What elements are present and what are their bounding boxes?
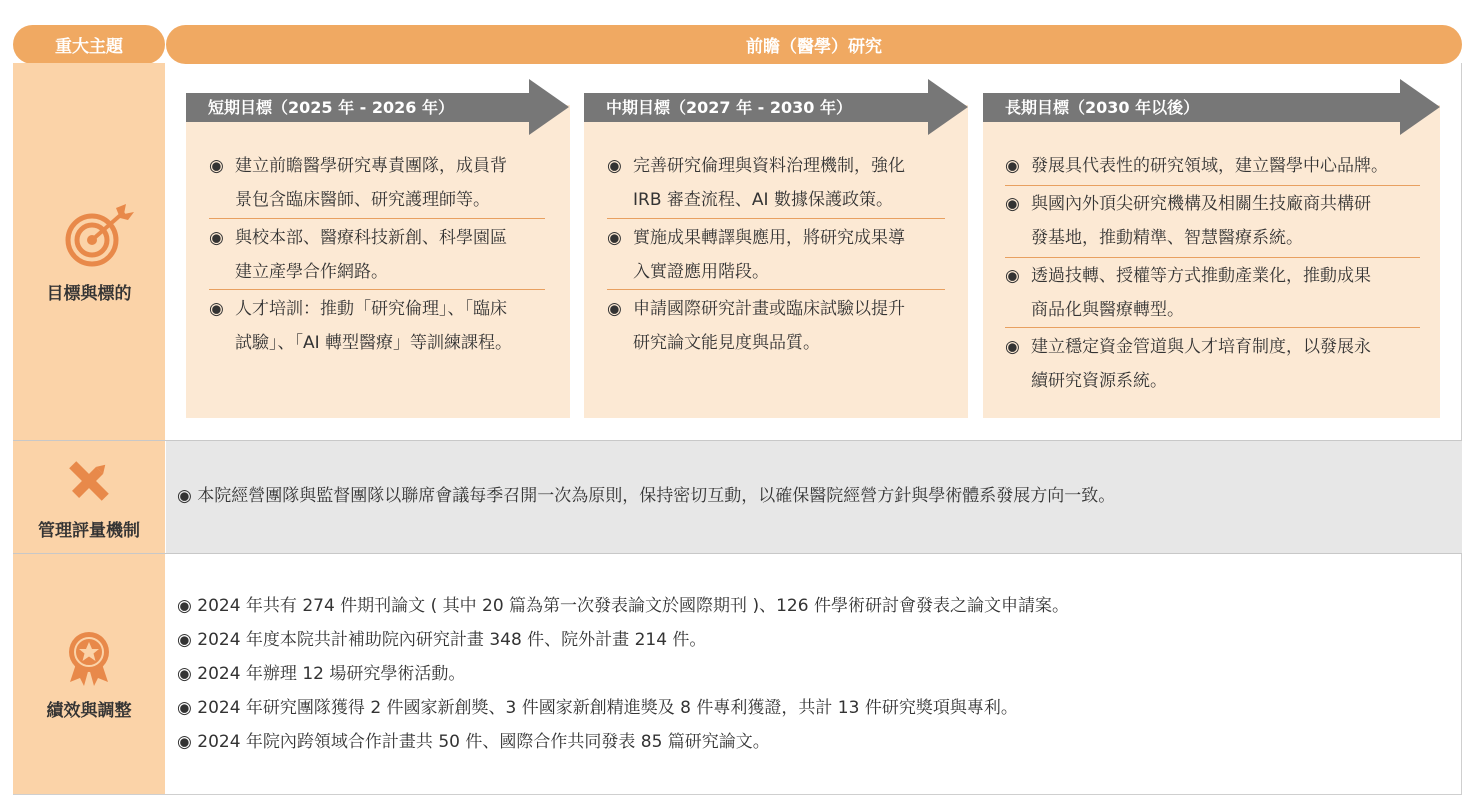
bullet-icon: ◉ <box>607 228 622 248</box>
list-item: ◉ 發展具代表性的研究領域，建立醫學中心品牌。 <box>1005 149 1430 183</box>
pencil-ruler-icon <box>64 456 114 506</box>
list-item: ◉ 申請國際研究計畫或臨床試驗以提升 研究論文能見度與品質。 <box>607 292 957 360</box>
bullet-icon: ◉ <box>177 630 192 650</box>
list-item: ◉ 2024 年共有 274 件期刊論文 ( 其中 20 篇為第一次發表論文於國際期刊 )、126 件學術研討會發表之論文申請案。 <box>177 596 1069 616</box>
bullet-icon: ◉ <box>177 596 192 616</box>
divider <box>1005 185 1420 186</box>
list-item: ◉ 完善研究倫理與資料治理機制，強化 IRB 審查流程、AI 數據保護政策。 <box>607 149 957 217</box>
row-divider <box>13 440 1462 441</box>
arrow-mid-term <box>584 79 968 136</box>
list-item: ◉ 2024 年院內跨領域合作計畫共 50 件、國際合作共同發表 85 篇研究論文。 <box>177 732 770 752</box>
row-label-management: 管理評量機制 <box>38 521 140 541</box>
goal-title-mid: 中期目標（2027 年 - 2030 年） <box>606 98 852 117</box>
bullet-icon: ◉ <box>177 486 192 506</box>
divider <box>607 218 945 219</box>
list-item: ◉ 建立前瞻醫學研究專責團隊，成員背 景包含臨床醫師、研究護理師等。 <box>209 149 559 217</box>
divider <box>1005 257 1420 258</box>
row-label-performance: 績效與調整 <box>46 701 132 721</box>
bullet-icon: ◉ <box>177 664 192 684</box>
list-item: ◉ 實施成果轉譯與應用，將研究成果導 入實證應用階段。 <box>607 221 957 289</box>
bullet-icon: ◉ <box>607 299 622 319</box>
list-item: ◉ 人才培訓：推動「研究倫理」、「臨床 試驗」、「AI 轉型醫療」等訓練課程。 <box>209 292 559 360</box>
row-divider <box>13 553 1462 554</box>
management-text: ◉ 本院經營團隊與監督團隊以聯席會議每季召開一次為原則，保持密切互動，以確保醫院經營方針與學術體系發展方向一致。 <box>177 486 1116 506</box>
list-item: ◉ 2024 年度本院共計補助院內研究計畫 348 件、院外計畫 214 件。 <box>177 630 707 650</box>
target-icon <box>64 204 136 268</box>
bullet-icon: ◉ <box>1005 337 1020 357</box>
bullet-icon: ◉ <box>1005 266 1020 286</box>
award-icon <box>66 630 112 686</box>
divider <box>607 289 945 290</box>
bullet-icon: ◉ <box>1005 156 1020 176</box>
bullet-icon: ◉ <box>209 228 224 248</box>
bullet-icon: ◉ <box>209 156 224 176</box>
bullet-icon: ◉ <box>177 698 192 718</box>
bullet-icon: ◉ <box>177 732 192 752</box>
bullet-icon: ◉ <box>1005 194 1020 214</box>
header-theme: 前瞻（醫學）研究 <box>166 25 1462 64</box>
list-item: ◉ 2024 年研究團隊獲得 2 件國家新創獎、3 件國家新創精進獎及 8 件專利獲證，共計 13 件研究獎項與專利。 <box>177 698 1018 718</box>
row-label-goals: 目標與標的 <box>46 284 132 304</box>
divider <box>209 289 545 290</box>
bullet-icon: ◉ <box>607 156 622 176</box>
goal-title-short: 短期目標（2025 年 - 2026 年） <box>208 98 454 117</box>
divider <box>209 218 545 219</box>
arrow-long-term <box>983 79 1440 136</box>
arrow-short-term <box>186 79 570 136</box>
list-item: ◉ 透過技轉、授權等方式推動產業化，推動成果 商品化與醫療轉型。 <box>1005 259 1430 327</box>
list-item: ◉ 與國內外頂尖研究機構及相關生技廠商共構研 發基地，推動精準、智慧醫療系統。 <box>1005 187 1430 255</box>
header-topic: 重大主題 <box>13 25 165 64</box>
divider <box>1005 327 1420 328</box>
list-item: ◉ 建立穩定資金管道與人才培育制度，以發展永 續研究資源系統。 <box>1005 330 1430 398</box>
bullet-icon: ◉ <box>209 299 224 319</box>
list-item: ◉ 2024 年辦理 12 場研究學術活動。 <box>177 664 466 684</box>
list-item: ◉ 與校本部、醫療科技新創、科學園區 建立產學合作網路。 <box>209 221 559 289</box>
goal-title-long: 長期目標（2030 年以後） <box>1005 98 1200 117</box>
